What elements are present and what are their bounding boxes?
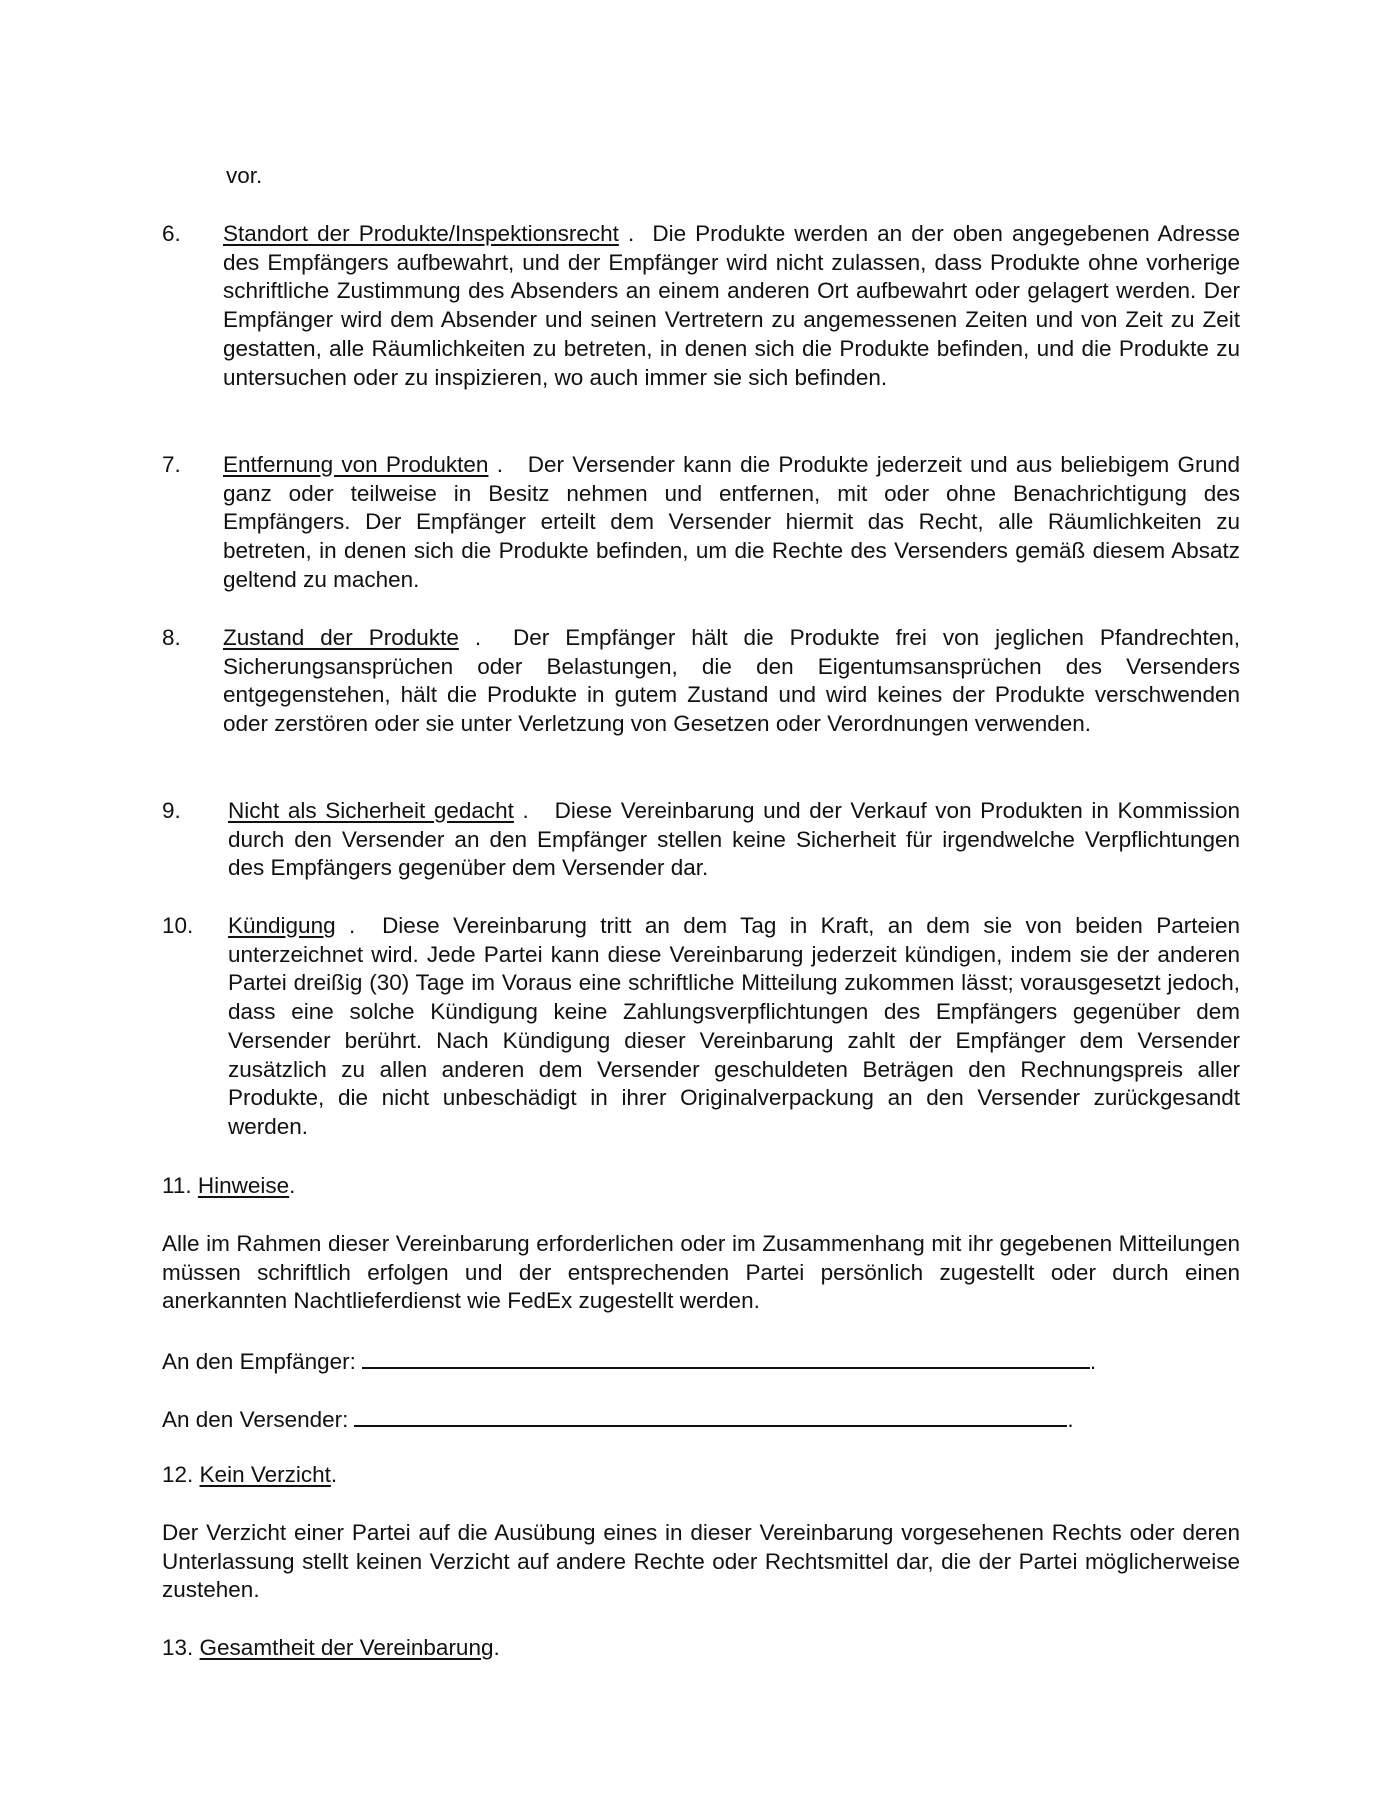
section-body: Nicht als Sicherheit gedacht . Diese Vereinbarung und der Verkauf von Produkten in Kommission durch den Versender an den Empfänger stellen keine Sicherheit für irgendwelche Verpflichtungen des Empfängers gegenüber dem Versender dar. — [228, 798, 1240, 881]
section-13-heading: 13. Gesamtheit der Vereinbarung. — [162, 1635, 500, 1660]
section-title: Nicht als Sicherheit gedacht — [228, 798, 514, 823]
section-title: Kein Verzicht — [199, 1462, 331, 1487]
sender-address-blank[interactable] — [354, 1403, 1067, 1427]
section-body: Standort der Produkte/Inspektionsrecht . Die Produkte werden an der oben angegebenen Adresse des Empfängers aufbewahrt, und der Empfänger wird nicht zulassen, dass Produkte ohne vorherige schriftliche Zustimmung des Absenders an einem anderen Ort aufbewahrt oder gelagert werden. Der Empfänger wird dem Absender und seinen Vertretern zu angemessenen Zeiten und von Zeit zu Zeit gestatten, alle Räumlichkeiten zu betreten, in denen sich die Produkte befinden, und die Produkte zu untersuchen oder zu inspizieren, wo auch immer sie sich befinden. — [223, 221, 1240, 390]
recipient-address-row: An den Empfänger: . — [162, 1345, 1096, 1377]
section-body: Entfernung von Produkten . Der Versender kann die Produkte jederzeit und aus beliebigem Grund ganz oder teilweise in Besitz nehmen und entfernen, mit oder ohne Benachrichtigung des Empfängers. Der Empfänger erteilt dem Versender hiermit das Recht, alle Räumlichkeiten zu betreten, in denen sich die Produkte befinden, um die Rechte des Versenders gemäß diesem Absatz geltend zu machen. — [223, 452, 1240, 592]
section-number: 8. — [162, 625, 181, 650]
section-number: 12. — [162, 1462, 194, 1487]
section-text: Der Versender kann die Produkte jederzeit und aus beliebigem Grund ganz oder teilweise in Besitz nehmen und entfernen, mit oder ohne Benachrichtigung des Empfängers. Der Empfänger erteilt dem Versender hiermit das Recht, alle Räumlichkeiten zu betreten, in denen sich die Produkte befinden, um die Rechte des Versenders gemäß diesem Absatz geltend zu machen. — [223, 452, 1240, 592]
section-number: 6. — [162, 221, 181, 246]
section-number: 13. — [162, 1635, 194, 1660]
section-body: Kündigung . Diese Vereinbarung tritt an dem Tag in Kraft, an dem sie von beiden Parteien unterzeichnet wird. Jede Partei kann diese Vereinbarung jederzeit kündigen, indem sie der anderen Partei dreißig (30) Tage im Voraus eine schriftliche Mitteilung zukommen lässt; vorausgesetzt jedoch, dass eine solche Kündigung keine Zahlungsverpflichtungen des Empfängers gegenüber dem Versender berührt. Nach Kündigung dieser Vereinbarung zahlt der Empfänger dem Versender zusätzlich zu allen anderen dem Versender geschuldeten Beträgen den Rechnungspreis aller Produkte, die nicht unbeschädigt in ihrer Originalverpackung an den Versender zurückgesandt werden. — [228, 913, 1240, 1139]
section-number: 11. — [162, 1173, 192, 1198]
sender-label: An den Versender: — [162, 1407, 349, 1432]
section-title: Hinweise — [197, 1173, 290, 1198]
section-text: Der Empfänger hält die Produkte frei von jeglichen Pfandrechten, Sicherungsansprüchen oder Belastungen, die den Eigentumsansprüchen des Versenders entgegenstehen, hält die Produkte in gutem Zustand und wird keines der Produkte verschwenden oder zerstören oder sie unter Verletzung von Gesetzen oder Verordnungen verwenden. — [223, 625, 1240, 737]
section-body: Zustand der Produkte . Der Empfänger hält die Produkte frei von jeglichen Pfandrechten, Sicherungsansprüchen oder Belastungen, die den Eigentumsansprüchen des Versenders entgegenstehen, hält die Produkte in gutem Zustand und wird keines der Produkte verschwenden oder zerstören oder sie unter Verletzung von Gesetzen oder Verordnungen verwenden. — [223, 625, 1240, 737]
section-number: 9. — [162, 798, 181, 823]
section-title: Zustand der Produkte — [223, 625, 459, 650]
sender-address-row: An den Versender: . — [162, 1403, 1074, 1435]
section-title: Standort der Produkte/Inspektionsrecht — [223, 221, 619, 246]
section-12-text: Der Verzicht einer Partei auf die Ausübung eines in dieser Vereinbarung vorgesehenen Rechts oder deren Unterlassung stellt keinen Verzicht auf andere Rechte oder Rechtsmittel dar, die der Partei möglicherweise zustehen. — [162, 1520, 1240, 1603]
section-text: Die Produkte werden an der oben angegebenen Adresse des Empfängers aufbewahrt, und der Empfänger wird nicht zulassen, dass Produkte ohne vorherige schriftliche Zustimmung des Absenders an einem anderen Ort aufbewahrt oder gelagert werden. Der Empfänger wird dem Absender und seinen Vertretern zu angemessenen Zeiten und von Zeit zu Zeit gestatten, alle Räumlichkeiten zu betreten, in denen sich die Produkte befinden, und die Produkte zu untersuchen oder zu inspizieren, wo auch immer sie sich befinden. — [223, 221, 1240, 390]
section-number: 10. — [162, 913, 194, 938]
section-title: Kündigung — [228, 913, 336, 938]
section-11-text: Alle im Rahmen dieser Vereinbarung erforderlichen oder im Zusammenhang mit ihr gegebenen Mitteilungen müssen schriftlich erfolgen und der entsprechenden Partei persönlich zugestellt oder durch einen anerkannten Nachtlieferdienst wie FedEx zugestellt werden. — [162, 1231, 1240, 1314]
section-11-heading: 11. Hinweise. — [162, 1173, 296, 1198]
recipient-label: An den Empfänger: — [162, 1349, 356, 1374]
section-text: Diese Vereinbarung tritt an dem Tag in Kraft, an dem sie von beiden Parteien unterzeichnet wird. Jede Partei kann diese Vereinbarung jederzeit kündigen, indem sie der anderen Partei dreißig (30) Tage im Voraus eine schriftliche Mitteilung zukommen lässt; vorausgesetzt jedoch, dass eine solche Kündigung keine Zahlungsverpflichtungen des Empfängers gegenüber dem Versender berührt. Nach Kündigung dieser Vereinbarung zahlt der Empfänger dem Versender zusätzlich zu allen anderen dem Versender geschuldeten Beträgen den Rechnungspreis aller Produkte, die nicht unbeschädigt in ihrer Originalverpackung an den Versender zurückgesandt werden. — [228, 913, 1240, 1139]
continuation-text: vor. — [226, 163, 263, 188]
section-number: 7. — [162, 452, 181, 477]
section-12-heading: 12. Kein Verzicht. — [162, 1462, 338, 1487]
section-title: Entfernung von Produkten — [223, 452, 489, 477]
section-title: Gesamtheit der Vereinbarung — [199, 1635, 494, 1660]
recipient-address-blank[interactable] — [362, 1345, 1090, 1369]
section-text: Diese Vereinbarung und der Verkauf von Produkten in Kommission durch den Versender an den Empfänger stellen keine Sicherheit für irgendwelche Verpflichtungen des Empfängers gegenüber dem Versender dar. — [228, 798, 1240, 881]
